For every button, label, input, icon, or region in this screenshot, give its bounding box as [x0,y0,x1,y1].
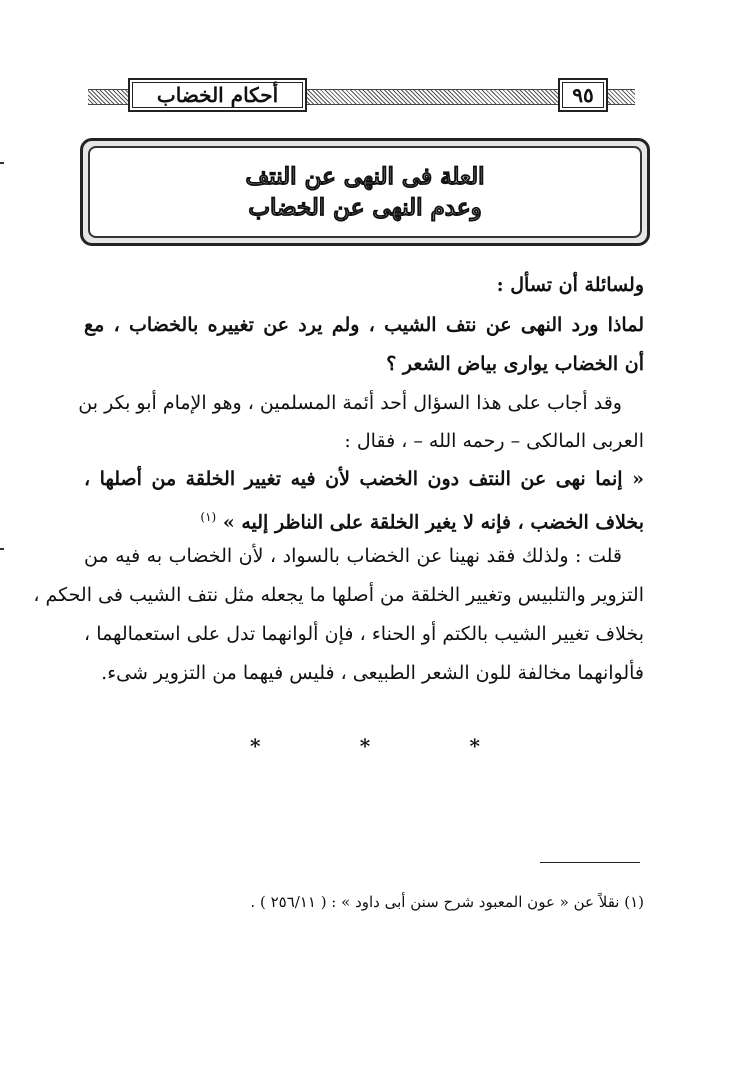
chapter-title-line-2: وعدم النهى عن الخضاب [248,194,482,221]
separator-star: * [359,734,371,758]
answer-line-1: وقد أجاب على هذا السؤال أحد أئمة المسلمين ، وهو الإمام أبو بكر بن [78,392,622,414]
quote-line-2-text: بخلاف الخضب ، فإنه لا يغير الخلقة على الناظر إليه » [222,511,644,534]
comment-line-2: التزوير والتلبيس وتغيير الخلقة من أصلها ما يجعله مثل نتف الشيب فى الحكم ، [33,584,644,606]
quote-line-1: « إنما نهى عن النتف دون الخضب لأن فيه تغيير الخلقة من أصلها ، [84,468,644,490]
chapter-title-inner [88,146,642,238]
question-line-1: لماذا ورد النهى عن نتف الشيب ، ولم يرد عن تغييره بالخضاب ، مع [84,314,644,336]
scan-edge-mark [0,162,4,164]
chapter-title-line-1: العلة فى النهى عن النتف [245,163,485,190]
separator-star: * [250,734,261,758]
question-line-2: أن الخضاب يوارى بياض الشعر ؟ [386,353,644,375]
separator-star: * [469,734,480,758]
scan-edge-mark [0,548,4,550]
section-separator [250,734,480,758]
page-number: ٩٥ [558,78,608,112]
footnote-rule [540,862,640,863]
comment-line-3: بخلاف تغيير الشيب بالكتم أو الحناء ، فإن ألوانهما تدل على استعمالهما ، [84,623,644,645]
answer-line-2: العربى المالكى – رحمه الله – ، فقال : [344,430,644,452]
quote-line-2 [84,502,644,532]
chapter-title-frame [80,138,650,246]
footnote-reference: (١) [200,510,217,524]
footnote: (١) نقلاً عن « عون المعبود شرح سنن أبى داود » : ( ٢٥٦/١١ ) . [250,893,644,911]
comment-line-4: فألوانهما مخالفة للون الشعر الطبيعى ، فليس فيهما من التزوير شىء. [101,662,644,684]
question-intro: ولسائلة أن تسأل : [496,274,644,296]
running-header-title: أحكام الخضاب [128,78,307,112]
comment-line-1: قلت : ولذلك فقد نهينا عن الخضاب بالسواد ، لأن الخضاب به فيه من [84,545,622,567]
